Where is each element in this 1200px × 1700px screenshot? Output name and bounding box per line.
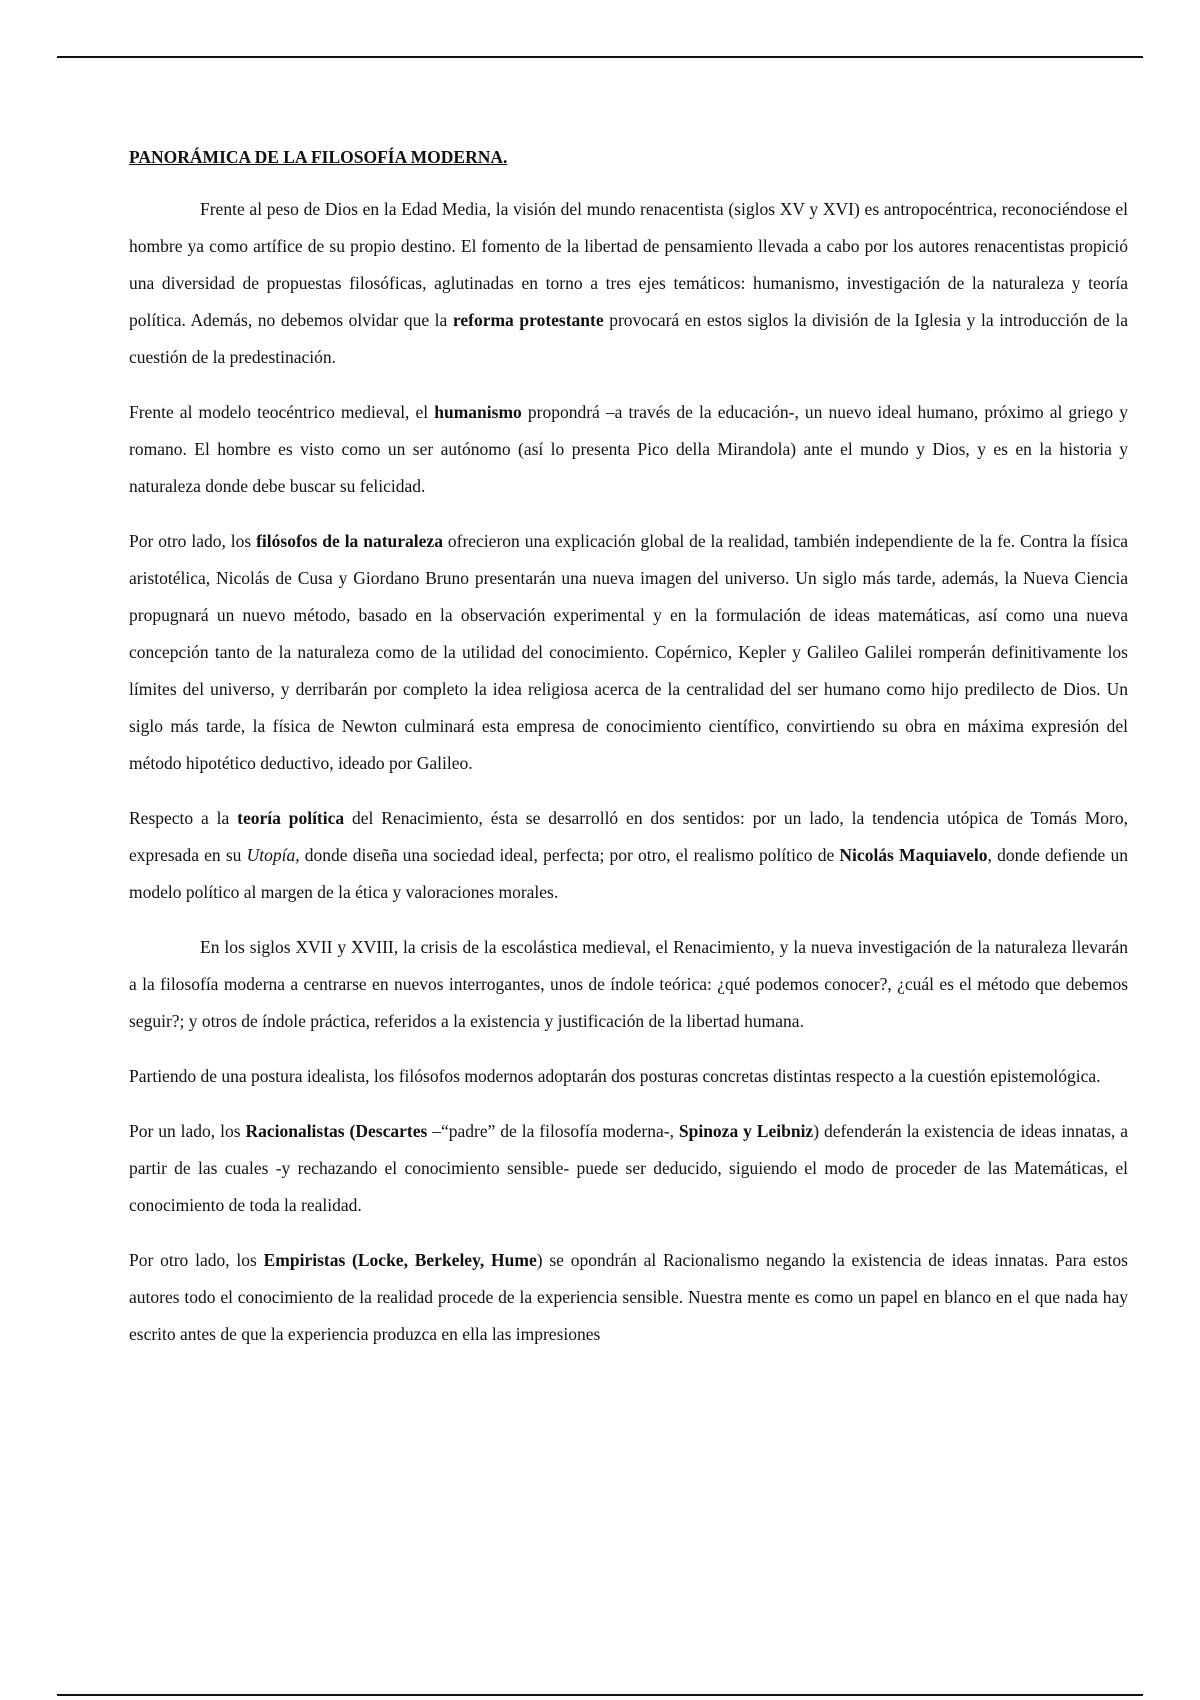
bold-term-reforma: reforma protestante	[452, 310, 604, 330]
bold-term-empiristas: Empiristas (Locke, Berkeley, Hume	[263, 1250, 537, 1270]
document-body	[129, 140, 1128, 1353]
bold-term-filosofos-naturaleza: filósofos de la naturaleza	[256, 531, 443, 551]
paragraph-text: Por otro lado, los	[129, 531, 257, 551]
paragraph-siglos-xvii-xviii: En los siglos XVII y XVIII, la crisis de la escolástica medieval, el Renacimiento, y la nueva investigación de la naturaleza llevarán a la filosofía moderna a centrarse en nuevos interrogantes, unos de índole teórica: ¿qué podemos conocer?, ¿cuál es el método que debemos seguir?; y otros de índole práctica, referidos a la existencia y justificación de la libertad humana.	[129, 937, 1128, 1031]
paragraph-text: Frente al peso de Dios en la Edad Media, la visión del mundo renacentista (siglos XV y XVI) es antropocéntrica, reconociéndose el hombre ya como artífice de su propio destino. El fomento de la libertad de pensamiento llevada a cabo por los autores renacentistas propició una diversidad de propuestas filosóficas, aglutinadas en torno a tres ejes temáticos: humanismo, investigación de la naturaleza y teoría política. Además, no debemos olvidar que la	[129, 199, 1128, 330]
paragraph-empiristas	[129, 1242, 1128, 1353]
footer-rule	[57, 1694, 1143, 1696]
paragraph-text: –“padre” de la filosofía moderna-,	[427, 1121, 679, 1141]
paragraph-postura-idealista: Partiendo de una postura idealista, los filósofos modernos adoptarán dos posturas concretas distintas respecto a la cuestión epistemológica.	[129, 1066, 1101, 1086]
paragraph-text: del Renacimiento, ésta se desarrolló en dos sentidos: por un lado, la tendencia utópica de Tomás Moro, expresada en su	[129, 808, 1129, 865]
paragraph-text: ) se opondrán al Racionalismo negando la existencia de ideas innatas. Para estos autores todo el conocimiento de la realidad procede de la experiencia sensible. Nuestra mente es como un papel en blanco en el que nada hay escrito antes de que la experiencia produzca en ella las impresiones	[129, 1250, 1128, 1344]
paragraph-text: Respecto a la	[129, 808, 238, 828]
paragraph-naturaleza	[129, 523, 1128, 782]
bold-term-teoria-politica: teoría política	[237, 808, 345, 828]
bold-term-humanismo: humanismo	[434, 402, 522, 422]
paragraph-text: ) defenderán la existencia de ideas innatas, a partir de las cuales -y rechazando el conocimiento sensible- puede ser deducido, siguiendo el modo de proceder de las Matemáticas, el conocimiento de toda la realidad.	[129, 1121, 1129, 1215]
paragraph-teoria-politica	[129, 800, 1128, 911]
paragraph-text: donde diseña una sociedad ideal, perfecta; por otro, el realismo político de	[299, 845, 840, 865]
paragraph-text: ofrecieron una explicación global de la realidad, también independiente de la fe. Contra la física aristotélica, Nicolás de Cusa y Giordano Bruno presentarán una nueva imagen del universo. Un siglo más tarde, además, la Nueva Ciencia propugnará un nuevo método, basado en la observación experimental y en la formulación de ideas matemáticas, así como una nueva concepción tanto de la naturaleza como de la utilidad del conocimiento. Copérnico, Kepler y Galileo Galilei romperán definitivamente los límites del universo, y derribarán por completo la idea religiosa acerca de la centralidad del ser humano como hijo predilecto de Dios. Un siglo más tarde, la física de Newton culminará esta empresa de conocimiento científico, convirtiendo su obra en máxima expresión del método hipotético deductivo, ideado por Galileo.	[129, 531, 1128, 773]
paragraph-renaissance	[129, 191, 1128, 376]
header-rule	[57, 56, 1143, 58]
paragraph-text: Frente al modelo teocéntrico medieval, el	[129, 402, 435, 422]
bold-term-spinoza-leibniz: Spinoza y Leibniz	[678, 1121, 814, 1141]
document-title: PANORÁMICA DE LA FILOSOFÍA MODERNA.	[129, 147, 508, 167]
paragraph-racionalistas	[129, 1113, 1128, 1224]
paragraph-humanismo	[129, 394, 1128, 505]
italic-term-utopia: Utopía,	[246, 845, 300, 865]
paragraph-text: Por un lado, los	[129, 1121, 246, 1141]
paragraph-text: Por otro lado, los	[129, 1250, 264, 1270]
paragraph-text: provocará en estos siglos la división de la Iglesia y la introducción de la cuestión de la predestinación.	[129, 310, 1128, 367]
paragraph-text: , donde defiende un modelo político al margen de la ética y valoraciones morales.	[129, 845, 1128, 902]
bold-term-maquiavelo: Nicolás Maquiavelo	[839, 845, 988, 865]
paragraph-text: propondrá –a través de la educación-, un nuevo ideal humano, próximo al griego y romano. El hombre es visto como un ser autónomo (así lo presenta Pico della Mirandola) ante el mundo y Dios, y es en la historia y naturaleza donde debe buscar su felicidad.	[129, 402, 1128, 496]
bold-term-racionalistas: Racionalistas (Descartes	[245, 1121, 428, 1141]
